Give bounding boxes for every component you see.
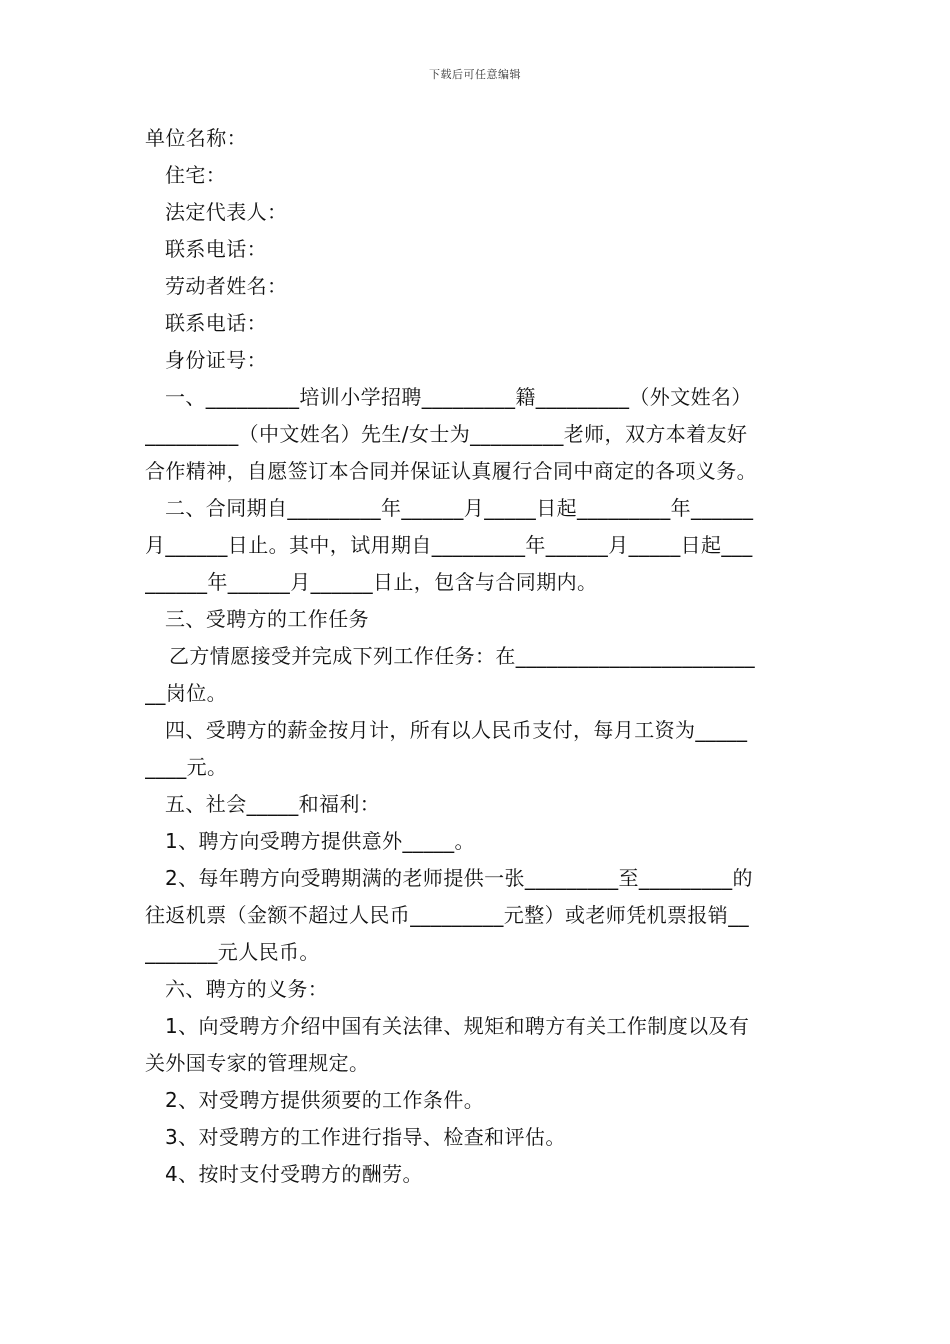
worker-name-label: 劳动者姓名： [165,274,288,298]
clause-6-item-3: 3、对受聘方的工作进行指导、检查和评估。 [165,1125,566,1149]
legal-representative-label: 法定代表人： [165,200,288,224]
clause-1-line-2: _________（中文姓名）先生/女士为_________老师，双方本着友好 [145,422,748,446]
clause-3-heading: 三、受聘方的工作任务 [165,607,369,631]
residence-label: 住宅： [165,163,227,187]
clause-6-item-4: 4、按时支付受聘方的酬劳。 [165,1162,423,1186]
clause-5-item-2-line-2: 往返机票（金额不超过人民币_________元整）或老师凭机票报销__ [145,903,749,927]
unit-name-label: 单位名称： [145,126,247,150]
clause-5-heading: 五、社会_____和福利： [165,792,381,816]
clause-5-item-2-line-3: _______元人民币。 [145,940,320,964]
clause-2-line-2: 月______日止。其中，试用期自_________年______月_____日起___ [145,533,753,557]
clause-6-item-1-line-1: 1、向受聘方介绍中国有关法律、规矩和聘方有关工作制度以及有 [165,1014,750,1038]
clause-3-line-2: __岗位。 [145,681,227,705]
clause-2-line-1: 二、合同期自_________年______月_____日起_________年______ [165,496,754,520]
clause-4-line-2: ____元。 [145,755,228,779]
clause-5-item-2-line-1: 2、每年聘方向受聘期满的老师提供一张_________至_________的 [165,866,753,890]
clause-6-item-2: 2、对受聘方提供须要的工作条件。 [165,1088,485,1112]
id-number-label: 身份证号： [165,348,267,372]
employer-phone-label: 联系电话： [165,237,267,261]
page-header-note: 下载后可任意编辑 [429,68,521,81]
clause-2-line-3: ______年______月______日止，包含与合同期内。 [145,570,598,594]
clause-6-heading: 六、聘方的义务： [165,977,329,1001]
clause-3-line-1: 乙方情愿接受并完成下列工作任务：在_______________________ [169,644,755,668]
clause-5-item-1: 1、聘方向受聘方提供意外_____。 [165,829,475,853]
worker-phone-label: 联系电话： [165,311,267,335]
clause-1-line-3: 合作精神，自愿签订本合同并保证认真履行合同中商定的各项义务。 [145,459,757,483]
clause-4-line-1: 四、受聘方的薪金按月计，所有以人民币支付，每月工资为_____ [165,718,748,742]
contract-body [145,120,807,1193]
clause-1-line-1: 一、_________培训小学招聘_________籍_________（外文姓名） [165,385,752,409]
clause-6-item-1-line-2: 关外国专家的管理规定。 [145,1051,370,1075]
